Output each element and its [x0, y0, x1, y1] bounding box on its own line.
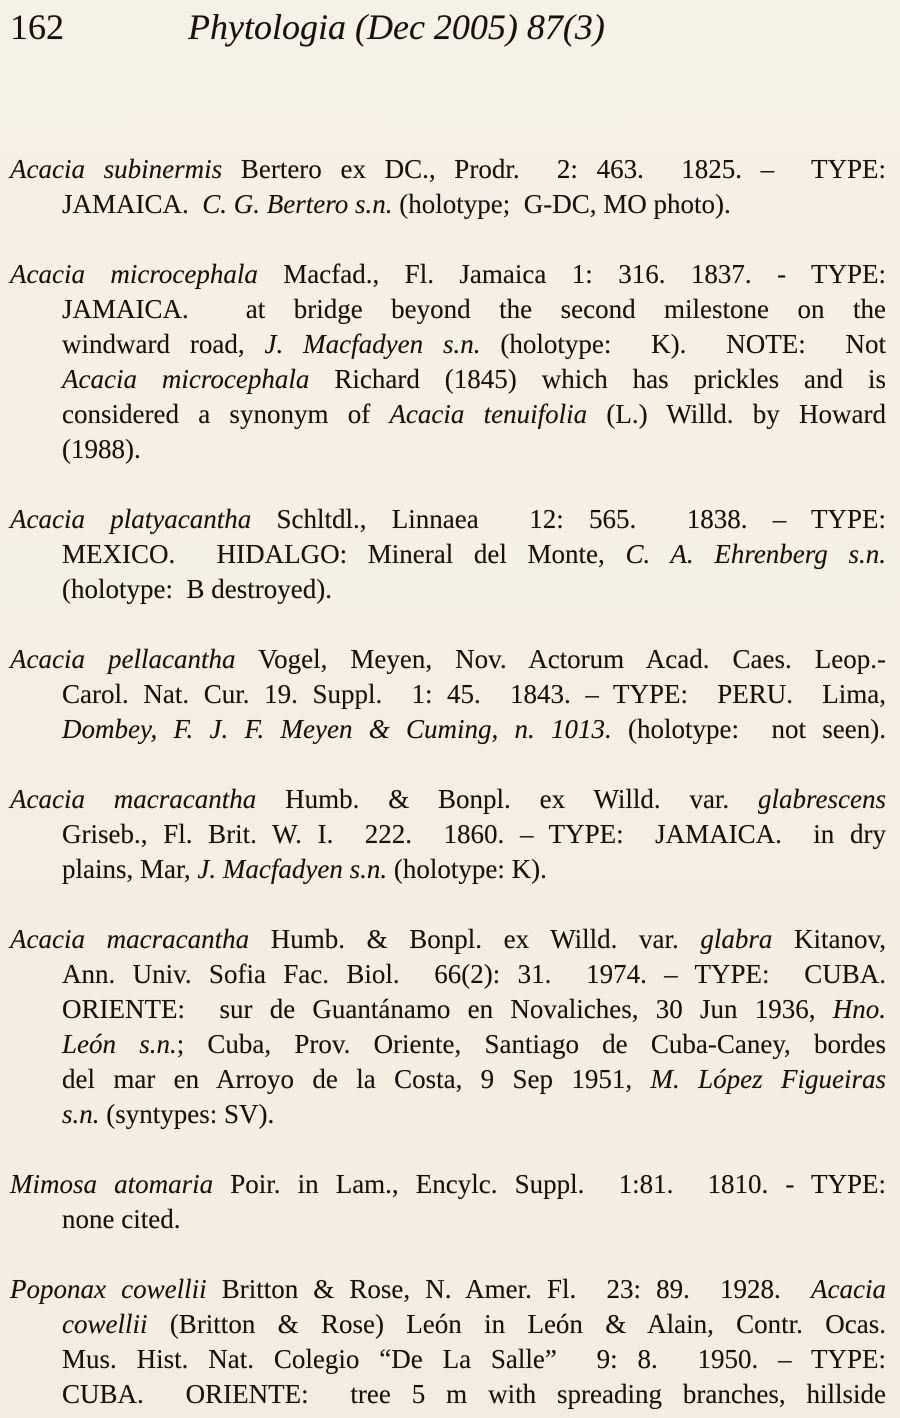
italic-text: Acacia microcephala	[10, 259, 258, 289]
roman-text: Macfad., Fl. Jamaica 1: 316. 1837. - TYPE:	[257, 259, 887, 289]
italic-text: Acacia pellacantha	[10, 644, 236, 674]
text-line	[10, 957, 886, 992]
entries	[10, 152, 886, 1412]
roman-text: (holotype; G-DC, MO photo).	[392, 189, 731, 219]
italic-text: Acacia platyacantha	[10, 504, 252, 534]
italic-text: Acacia microcephala	[62, 364, 310, 394]
italic-text: J. Macfadyen s.n.	[197, 854, 388, 884]
italic-text: Acacia macracantha	[10, 924, 250, 954]
roman-text: (1988).	[62, 434, 141, 464]
text-line	[10, 1202, 886, 1237]
roman-text: (Britton & Rose) León in León & Alain, Contr. Ocas.	[147, 1309, 886, 1339]
text-line	[10, 1062, 886, 1097]
italic-text: glabra	[700, 924, 773, 954]
text-line	[10, 1167, 886, 1202]
text-line	[10, 1307, 886, 1342]
text-line	[10, 537, 886, 572]
text-line	[10, 852, 886, 887]
roman-text: ORIENTE: sur de Guantánamo en Novaliches, 30 Jun 1936,	[62, 994, 833, 1024]
roman-text: Griseb., Fl. Brit. W. I. 222. 1860. – TYPE: JAMAICA. in dry	[62, 819, 886, 849]
italic-text: Acacia	[811, 1274, 886, 1304]
text-line	[10, 432, 886, 467]
roman-text: Ann. Univ. Sofia Fac. Biol. 66(2): 31. 1974. – TYPE: CUBA.	[62, 959, 886, 989]
italic-text: Poponax cowellii	[10, 1274, 207, 1304]
italic-text: J. Macfadyen s.n.	[264, 329, 481, 359]
roman-text: Vogel, Meyen, Nov. Actorum Acad. Caes. Leop.-	[235, 644, 887, 674]
text-line	[10, 397, 886, 432]
roman-text: Carol. Nat. Cur. 19. Suppl. 1: 45. 1843. – TYPE: PERU. Lima,	[62, 679, 886, 709]
roman-text: JAMAICA. at bridge beyond the second milestone on the	[62, 294, 886, 324]
roman-text: JAMAICA.	[62, 189, 203, 219]
text-line	[10, 1377, 886, 1412]
roman-text: Humb. & Bonpl. ex Willd. var.	[256, 784, 759, 814]
text-line	[10, 292, 886, 327]
text-line	[10, 257, 886, 292]
page-header	[10, 6, 886, 48]
roman-text: none cited.	[62, 1204, 181, 1234]
text-line	[10, 782, 886, 817]
italic-text: Acacia macracantha	[10, 784, 257, 814]
roman-text: (L.) Willd. by Howard	[587, 399, 887, 429]
acacia-macracantha-glabra-entry	[10, 922, 886, 1132]
roman-text: Humb. & Bonpl. ex Willd. var.	[249, 924, 701, 954]
roman-text: (holotype: K).	[387, 854, 547, 884]
acacia-subinermis-entry	[10, 152, 886, 222]
roman-text: CUBA. ORIENTE: tree 5 m with spreading branches, hillside	[62, 1379, 886, 1409]
acacia-macracantha-glabrescens-entry	[10, 782, 886, 887]
italic-text: cowellii	[62, 1309, 148, 1339]
italic-text: glabrescens	[758, 784, 887, 814]
italic-text: M. López Figueiras	[650, 1064, 886, 1094]
italic-text: C. G. Bertero s.n.	[202, 189, 393, 219]
text-line	[10, 572, 886, 607]
italic-text: s.n.	[62, 1099, 100, 1129]
roman-text: (syntypes: SV).	[99, 1099, 275, 1129]
text-line	[10, 1027, 886, 1062]
roman-text: (holotype: B destroyed).	[62, 574, 332, 604]
roman-text: MEXICO. HIDALGO: Mineral del Monte,	[62, 539, 626, 569]
roman-text: (holotype: K). NOTE: Not	[480, 329, 887, 359]
text-line	[10, 642, 886, 677]
text-line	[10, 992, 886, 1027]
page-number: 162	[10, 7, 64, 47]
text-line	[10, 1097, 886, 1132]
text-line	[10, 1342, 886, 1377]
roman-text: Schltdl., Linnaea 12: 565. 1838. – TYPE:	[251, 504, 887, 534]
text-line	[10, 362, 886, 397]
text-line	[10, 677, 886, 712]
acacia-microcephala-entry	[10, 257, 886, 467]
italic-text: Acacia tenuifolia	[389, 399, 588, 429]
italic-text: Hno.	[832, 994, 886, 1024]
roman-text: del mar en Arroyo de la Costa, 9 Sep 1951,	[62, 1064, 651, 1094]
roman-text: windward road,	[62, 329, 265, 359]
acacia-pellacantha-entry	[10, 642, 886, 747]
roman-text: Bertero ex DC., Prodr. 2: 463. 1825. – TYPE:	[222, 154, 886, 184]
text-line	[10, 187, 886, 222]
italic-text: Acacia subinermis	[10, 154, 223, 184]
roman-text: Richard (1845) which has prickles and is	[309, 364, 887, 394]
text-line	[10, 502, 886, 537]
poponax-cowellii-entry	[10, 1272, 886, 1412]
text-line	[10, 327, 886, 362]
acacia-platyacantha-entry	[10, 502, 886, 607]
roman-text: Poir. in Lam., Encylc. Suppl. 1:81. 1810. - TYPE:	[213, 1169, 887, 1199]
roman-text: plains, Mar,	[62, 854, 198, 884]
text-line	[10, 1272, 886, 1307]
roman-text: Britton & Rose, N. Amer. Fl. 23: 89. 1928.	[206, 1274, 812, 1304]
mimosa-atomaria-entry	[10, 1167, 886, 1237]
text-line	[10, 712, 886, 747]
roman-text: (holotype: not seen).	[611, 714, 886, 744]
journal-title: Phytologia (Dec 2005) 87(3)	[188, 7, 605, 47]
roman-text: ; Cuba, Prov. Oriente, Santiago de Cuba-Caney, bordes	[176, 1029, 886, 1059]
roman-text: considered a synonym of	[62, 399, 390, 429]
italic-text: Dombey, F. J. F. Meyen & Cuming, n. 1013.	[62, 714, 612, 744]
text-line	[10, 817, 886, 852]
roman-text: Mus. Hist. Nat. Colegio “De La Salle” 9: 8. 1950. – TYPE:	[62, 1344, 886, 1374]
text-line	[10, 152, 886, 187]
roman-text: Kitanov,	[772, 924, 887, 954]
italic-text: León s.n.	[62, 1029, 177, 1059]
text-line	[10, 922, 886, 957]
italic-text: C. A. Ehrenberg s.n.	[625, 539, 886, 569]
italic-text: Mimosa atomaria	[10, 1169, 214, 1199]
